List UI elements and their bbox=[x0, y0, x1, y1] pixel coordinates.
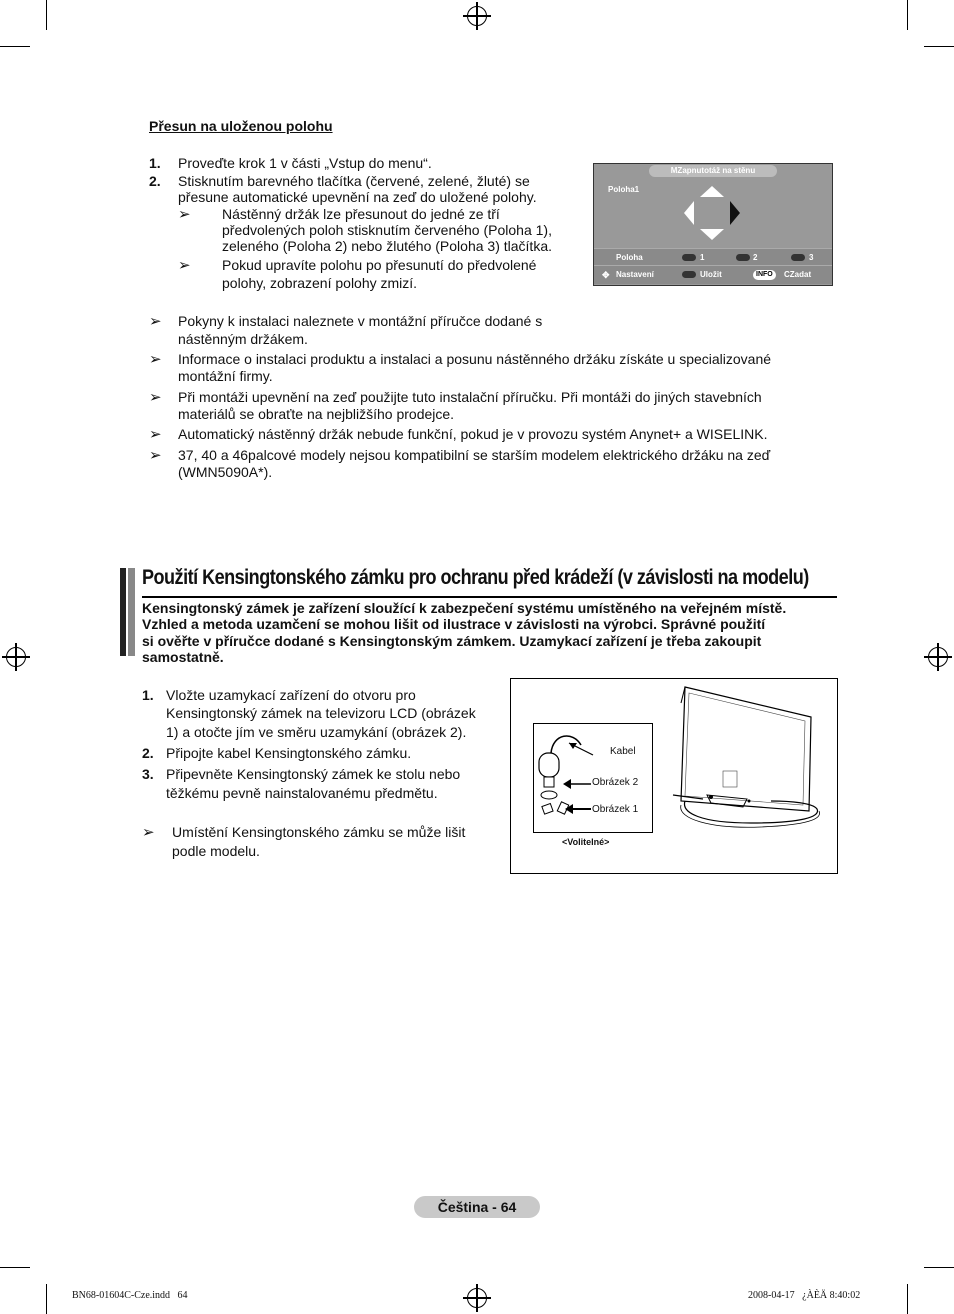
title-underline bbox=[142, 596, 837, 598]
note-text: Pokyny k instalaci naleznete v montážní příručce dodané s bbox=[178, 313, 543, 329]
red-button-icon bbox=[682, 254, 696, 261]
note-arrow-icon: ➢ bbox=[149, 426, 162, 443]
label-optional: <Volitelné> bbox=[562, 837, 610, 847]
step-text: Připojte kabel Kensingtonského zámku. bbox=[166, 745, 412, 761]
note-text: Automatický nástěnný držák nebude funkční, pokud je v provozu systém Anynet+ a WISELINK. bbox=[178, 426, 768, 442]
step-text: Proveďte krok 1 v části „Vstup do menu“. bbox=[178, 155, 432, 171]
step-text: 1) a otočte jím ve směru uzamykání (obrázek 2). bbox=[166, 724, 467, 740]
note-arrow-icon: ➢ bbox=[142, 824, 155, 841]
crop-mark bbox=[924, 1267, 954, 1268]
crop-mark bbox=[46, 1284, 47, 1314]
section-bar bbox=[128, 568, 135, 656]
step-number: 2. bbox=[149, 173, 161, 189]
note-text: Umístění Kensingtonského zámku se může lišit bbox=[172, 824, 466, 840]
step-text: Kensingtonský zámek na televizoru LCD (obrázek bbox=[166, 705, 476, 721]
label-obrazek-1: Obrázek 1 bbox=[592, 804, 639, 815]
info-button: INFO bbox=[753, 270, 776, 280]
registration-mark-icon bbox=[928, 647, 948, 667]
kensington-figure bbox=[510, 678, 838, 874]
note-text: materiálů se obraťte na nejbližšího prodejce. bbox=[178, 406, 455, 422]
section-heading: Přesun na uloženou polohu bbox=[149, 118, 333, 134]
tv-rear-illustration bbox=[651, 683, 835, 871]
note-arrow-icon: ➢ bbox=[149, 351, 162, 368]
subnote-text: Pokud upravíte polohu po přesunutí do předvolené bbox=[222, 257, 537, 273]
note-text: (WMN5090A*). bbox=[178, 464, 273, 480]
section-bar bbox=[120, 568, 126, 656]
crop-mark bbox=[924, 46, 954, 47]
green-button-icon bbox=[736, 254, 750, 261]
registration-mark-icon bbox=[6, 647, 26, 667]
footer-date: 2008-04-17 ¿ÀÈÄ 8:40:02 bbox=[748, 1290, 861, 1301]
footer-filename: BN68-01604C-Cze.indd 64 bbox=[72, 1290, 188, 1301]
step-text: Připevněte Kensingtonský zámek ke stolu nebo bbox=[166, 766, 461, 782]
step-text: těžkému pevně nainstalovanému předmětu. bbox=[166, 785, 438, 801]
note-arrow-icon: ➢ bbox=[178, 257, 191, 274]
subnote-text: zeleného (Poloha 2) nebo žlutého (Poloha 3) tlačítka. bbox=[222, 238, 552, 254]
crop-mark bbox=[46, 0, 47, 30]
note-text: Informace o instalaci produktu a instalaci a posunu nástěnného držáku získáte u specializované bbox=[178, 351, 772, 367]
step-text: Vložte uzamykací zařízení do otvoru pro bbox=[166, 687, 416, 703]
step-text: přesune automatické upevnění na zeď do uložené polohy. bbox=[178, 189, 537, 205]
label-kabel: Kabel bbox=[610, 746, 636, 757]
subnote-text: polohy, zobrazení polohy zmizí. bbox=[222, 275, 418, 291]
intro-text: samostatně. bbox=[142, 649, 224, 665]
label-obrazek-2: Obrázek 2 bbox=[592, 777, 639, 788]
note-text: Při montáži upevnění na zeď použijte tuto instalační příručku. Při montáži do jiných stavebních bbox=[178, 389, 762, 405]
note-text: montážní firmy. bbox=[178, 368, 273, 384]
note-arrow-icon: ➢ bbox=[149, 313, 162, 330]
note-arrow-icon: ➢ bbox=[149, 447, 162, 464]
step-number: 1. bbox=[142, 687, 154, 703]
intro-text: Vzhled a metoda uzamčení se mohou lišit od ilustrace v závislosti na výrobci. Správné použití bbox=[142, 616, 766, 632]
direction-arrows-icon bbox=[682, 184, 742, 242]
osd-control-row: ✥ Nastavení Uložit INFO CZadat bbox=[594, 265, 832, 284]
step-number: 3. bbox=[142, 766, 154, 782]
note-text: nástěnným držákem. bbox=[178, 331, 308, 347]
step-number: 2. bbox=[142, 745, 154, 761]
wall-mount-osd-screen bbox=[593, 163, 833, 286]
button-icon bbox=[682, 271, 696, 278]
intro-text: Kensingtonský zámek je zařízení sloužící k zabezpečení systému umístěného na veřejném místě. bbox=[142, 600, 787, 616]
section-title: Použití Kensingtonského zámku pro ochranu před krádeží (v závislosti na modelu) bbox=[142, 566, 809, 589]
page-number-badge: Čeština - 64 bbox=[414, 1196, 540, 1218]
step-text: Stisknutím barevného tlačítka (červené, zelené, žluté) se bbox=[178, 173, 530, 189]
intro-text: si ověřte v příručce dodané s Kensingtonským zámkem. Uzamykací zařízení je třeba zakoupit bbox=[142, 633, 762, 649]
note-text: podle modelu. bbox=[172, 843, 260, 859]
osd-title: MZapnutotáž na stěnu bbox=[649, 165, 777, 177]
crop-mark bbox=[0, 1267, 30, 1268]
crop-mark bbox=[907, 0, 908, 30]
subnote-text: předvolených poloh stisknutím červeného (Poloha 1), bbox=[222, 222, 552, 238]
registration-mark-icon bbox=[467, 1288, 487, 1308]
subnote-text: Nástěnný držák lze přesunout do jedné ze tří bbox=[222, 206, 500, 222]
note-arrow-icon: ➢ bbox=[178, 206, 191, 223]
crop-mark bbox=[0, 46, 30, 47]
move-icon: ✥ bbox=[602, 270, 610, 280]
note-arrow-icon: ➢ bbox=[149, 389, 162, 406]
registration-mark-icon bbox=[467, 6, 487, 26]
yellow-button-icon bbox=[791, 254, 805, 261]
osd-position-row: Poloha 1 2 3 bbox=[594, 248, 832, 267]
note-text: 37, 40 a 46palcové modely nejsou kompatibilní se starším modelem elektrického držáku na zeď bbox=[178, 447, 771, 463]
osd-position-label: Poloha1 bbox=[608, 185, 640, 194]
crop-mark bbox=[907, 1284, 908, 1314]
step-number: 1. bbox=[149, 155, 161, 171]
